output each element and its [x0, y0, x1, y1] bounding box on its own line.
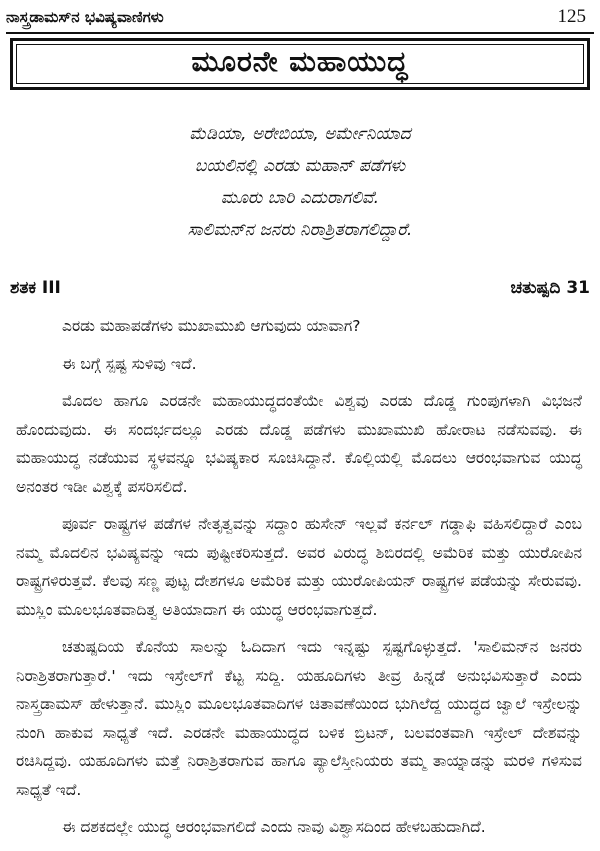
- page-header: [6, 6, 594, 30]
- paragraph-2: ಈ ಬಗ್ಗೆ ಸ್ಪಷ್ಟ ಸುಳಿವು ಇದೆ.: [62, 354, 197, 373]
- verse-line-4: ಸಾಲಿಮನ್‌ನ ಜನರು ನಿರಾಶ್ರಿತರಾಗಲಿದ್ದಾರೆ.: [187, 220, 413, 240]
- paragraph-6: ಈ ದಶಕದಲ್ಲೇ ಯುದ್ಧ ಆರಂಭವಾಗಲಿದೆ ಎಂದು ನಾವು ವಿಶ್ವಾಸದಿಂದ ಹೇಳಬಹುದಾಗಿದೆ.: [62, 818, 486, 836]
- quatrain-label: ಚತುಷ್ಪದಿ 31: [510, 278, 590, 298]
- paragraph-4: ಪೂರ್ವ ರಾಷ್ಟ್ರಗಳ ಪಡೆಗಳ ನೇತೃತ್ವವನ್ನು ಸದ್ದಾಂ ಹುಸೇನ್ ಇಲ್ಲವೆ ಕರ್ನಲ್ ಗಡ್ಡಾಫಿ ವಹಿಸಲಿದ್ದಾರೆ ಎಂಬ ನಮ್ಮ ಮೊದಲಿನ ಭವಿಷ್ಯವನ್ನು ಇದು ಪುಷ್ಟೀಕರಿಸುತ್ತದೆ. ಅವರ ವಿರುದ್ಧ ಶಿಬಿರದಲ್ಲಿ ಅಮೆರಿಕ ಮತ್ತು ಯುರೋಪಿನ ರಾಷ್ಟ್ರಗಳಿರುತ್ತವೆ. ಕೆಲವು ಸಣ್ಣ ಪುಟ್ಟ ದೇಶಗಳೂ ಅಮೆರಿಕ ಮತ್ತು ಯುರೋಪಿಯನ್ ರಾಷ್ಟ್ರಗಳ ಪಡೆಯನ್ನು ಸೇರುವವು. ಮುಸ್ಲಿಂ ಮೂಲಭೂತವಾದಿತ್ವ ಅತಿಯಾದಾಗ ಈ ಯುದ್ಧ ಆರಂಭವಾಗುತ್ತದೆ.: [16, 515, 582, 619]
- header-rule: [6, 32, 594, 34]
- quatrain-verse: [0, 118, 600, 246]
- chapter-title-box: [10, 38, 590, 90]
- verse-line-1: ಮೆಡಿಯಾ, ಅರೇಬಿಯಾ, ಅರ್ಮೇನಿಯಾದ: [189, 124, 411, 144]
- chapter-title: ಮೂರನೇ ಮಹಾಯುದ್ಧ: [191, 45, 409, 78]
- paragraph-1: ಎರಡು ಮಹಾಪಡೆಗಳು ಮುಖಾಮುಖಿ ಆಗುವುದು ಯಾವಾಗ?: [62, 317, 361, 335]
- body-text: [16, 312, 582, 851]
- verse-reference: [10, 278, 590, 302]
- paragraph-3: ಮೊದಲ ಹಾಗೂ ಎರಡನೇ ಮಹಾಯುದ್ಧದಂತೆಯೇ ವಿಶ್ವವು ಎರಡು ದೊಡ್ಡ ಗುಂಪುಗಳಾಗಿ ವಿಭಜನೆ ಹೊಂದುವುದು. ಈ ಸಂದರ್ಭದಲ್ಲೂ ಎರಡು ದೊಡ್ಡ ಪಡೆಗಳು ಮುಖಾಮುಖಿ ಹೋರಾಟ ನಡೆಸುವವು. ಈ ಮಹಾಯುದ್ಧ ನಡೆಯುವ ಸ್ಥಳವನ್ನೂ ಭವಿಷ್ಯಕಾರ ಸೂಚಿಸಿದ್ದಾನೆ. ಕೊಲ್ಲಿಯಲ್ಲಿ ಮೊದಲು ಆರಂಭವಾಗುವ ಯುದ್ಧ ಅನಂತರ ಇಡೀ ವಿಶ್ವಕ್ಕೆ ಪಸರಿಸಲಿದೆ.: [16, 392, 582, 496]
- verse-line-2: ಬಯಲಿನಲ್ಲಿ ಎರಡು ಮಹಾನ್ ಪಡೆಗಳು: [194, 156, 406, 176]
- running-title: ನಾಸ್ತ್ರಡಾಮಸ್‌ನ ಭವಿಷ್ಯವಾಣಿಗಳು: [6, 8, 164, 26]
- verse-line-3: ಮೂರು ಬಾರಿ ಎದುರಾಗಲಿವೆ.: [220, 188, 380, 208]
- century-label: ಶತಕ III: [10, 278, 61, 298]
- page-number: 125: [557, 6, 586, 27]
- paragraph-5: ಚತುಷ್ಪದಿಯ ಕೊನೆಯ ಸಾಲನ್ನು ಓದಿದಾಗ ಇದು ಇನ್ನಷ್ಟು ಸ್ಪಷ್ಟಗೊಳ್ಳುತ್ತದೆ. 'ಸಾಲಿಮನ್‌ನ ಜನರು ನಿರಾಶ್ರಿತರಾಗುತ್ತಾರೆ.' ಇದು ಇಸ್ರೇಲ್‌ಗೆ ಕೆಟ್ಟ ಸುದ್ದಿ. ಯಹೂದಿಗಳು ತೀವ್ರ ಹಿನ್ನಡೆ ಅನುಭವಿಸುತ್ತಾರೆ ಎಂದು ನಾಸ್ತ್ರಡಾಮಸ್ ಹೇಳುತ್ತಾನೆ. ಮುಸ್ಲಿಂ ಮೂಲಭೂತವಾದಿಗಳ ಚಿತಾವಣೆಯಿಂದ ಭುಗಿಲೆದ್ದ ಯುದ್ಧದ ಜ್ವಾಲೆ ಇಸ್ರೇಲನ್ನು ನುಂಗಿ ಹಾಕುವ ಸಾಧ್ಯತೆ ಇದೆ. ಎರಡನೇ ಮಹಾಯುದ್ಧದ ಬಳಿಕ ಬ್ರಿಟನ್, ಬಲವಂತವಾಗಿ ಇಸ್ರೇಲ್ ದೇಶವನ್ನು ರಚಿಸಿದ್ದವು. ಯಹೂದಿಗಳು ಮತ್ತೆ ನಿರಾಶ್ರಿತರಾಗುವ ಹಾಗೂ ಪ್ಯಾಲೆಸ್ತೀನಿಯರು ತಮ್ಮ ತಾಯ್ನಾಡನ್ನು ಮರಳಿ ಗಳಿಸುವ ಸಾಧ್ಯತೆ ಇದೆ.: [16, 638, 582, 799]
